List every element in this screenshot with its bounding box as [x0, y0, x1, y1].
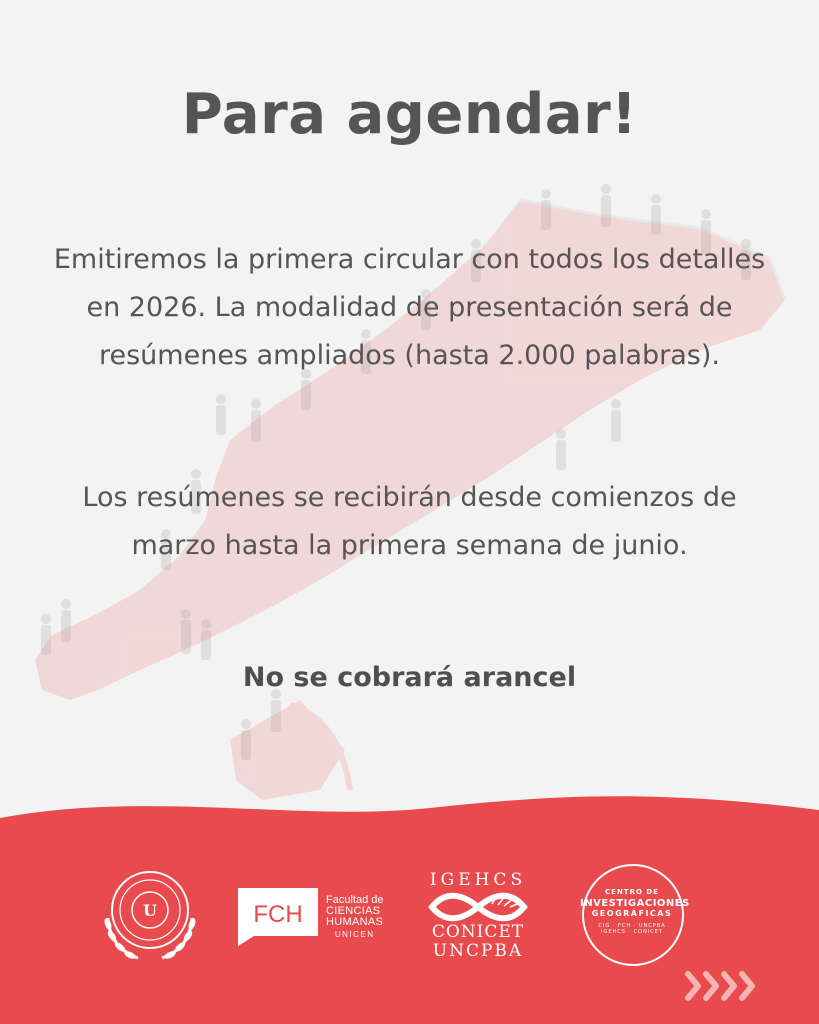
- fch-logo-mark: [234, 884, 322, 948]
- university-seal-logo: [94, 858, 206, 970]
- igehcs-uncpba: UNCPBA: [432, 941, 524, 961]
- fch-line-2: CIENCIAS: [326, 905, 381, 917]
- submission-dates-paragraph: Los resúmenes se recibirán desde comienzos de marzo hasta la primera semana de junio.: [82, 482, 737, 561]
- fch-line-3: HUMANAS: [326, 916, 384, 928]
- cig-line-2: INVESTIGACIONES: [580, 898, 690, 909]
- igehcs-name: IGEHCS: [429, 870, 527, 890]
- igehcs-conicet: CONICET: [431, 922, 525, 942]
- cig-line-1: CENTRO DE: [605, 888, 659, 896]
- cig-line-5: IGEHCS · CONICET: [600, 929, 664, 935]
- svg-text:U: U: [143, 901, 157, 920]
- fee-note: No se cobrará arancel: [242, 662, 577, 693]
- cig-line-4: CIG · FCH · UNCPBA: [598, 923, 666, 929]
- cig-logo-text: [580, 888, 690, 935]
- chevrons-right-icon[interactable]: [682, 968, 762, 1004]
- fch-line-1: Facultad de: [326, 894, 384, 906]
- fch-logo-text: [326, 895, 383, 940]
- fch-line-4: UNICEN: [334, 930, 375, 939]
- igehcs-infinity-icon: [426, 890, 530, 924]
- cig-line-3: GEOGRÁFICAS: [591, 909, 673, 918]
- fch-abbr: FCH: [253, 901, 303, 928]
- page-title: Para agendar!: [181, 82, 638, 147]
- announcement-paragraph: Emitiremos la primera circular con todos los detalles en 2026. La modalidad de presentación será de resúmenes ampliados (hasta 2.000 palabras).: [53, 244, 766, 371]
